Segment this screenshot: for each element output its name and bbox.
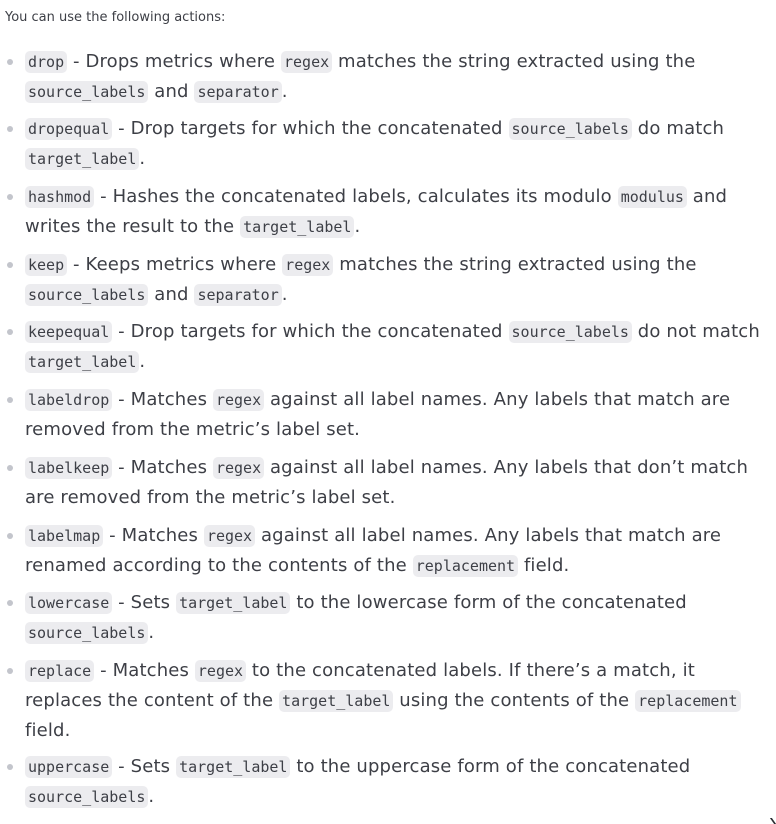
description-text: - Matches <box>112 457 213 478</box>
code-term: lowercase <box>25 592 112 614</box>
description-text: . <box>139 351 146 372</box>
code-term: target_label <box>25 148 139 170</box>
bullet-icon <box>7 329 13 335</box>
bullet-icon <box>7 126 13 132</box>
code-term: regex <box>204 525 255 547</box>
action-item-lowercase <box>25 588 765 648</box>
action-item-drop <box>25 47 765 107</box>
description-text: to the lowercase form of the concatenated <box>290 592 687 613</box>
description-text: matches the string extracted using the <box>333 254 697 275</box>
action-item-labelmap <box>25 521 765 581</box>
description-text: - Drop targets for which the concatenated <box>112 118 509 139</box>
description-text: against all label names. Any labels that match are removed from the metric’s label set. <box>25 389 731 440</box>
description-text: - Sets <box>112 592 177 613</box>
description-text: do match <box>631 118 725 139</box>
action-item-labelkeep <box>25 453 765 512</box>
description-text: field. <box>25 720 71 741</box>
action-item-dropequal <box>25 114 765 174</box>
action-item-labeldrop <box>25 385 765 444</box>
code-term: drop <box>25 51 67 73</box>
description-text: matches the string extracted using the <box>332 51 696 72</box>
description-text: using the contents of the <box>393 690 636 711</box>
code-term: source_labels <box>25 622 148 644</box>
code-term: source_labels <box>25 284 148 306</box>
bullet-icon <box>7 465 13 471</box>
description-text: - Keeps metrics where <box>67 254 283 275</box>
description-text: - Drops metrics where <box>67 51 281 72</box>
description-text: and writes the result to the <box>25 186 728 237</box>
code-term: uppercase <box>25 756 112 778</box>
description-text: - Hashes the concatenated labels, calculates its modulo <box>94 186 618 207</box>
code-term: regex <box>282 254 333 276</box>
description-text: to the uppercase form of the concatenated <box>290 756 691 777</box>
action-item-keep <box>25 250 765 310</box>
code-term: labelmap <box>25 525 103 547</box>
bullet-icon <box>7 194 13 200</box>
code-term: target_label <box>25 351 139 373</box>
code-term: regex <box>281 51 332 73</box>
code-term: labeldrop <box>25 389 112 411</box>
bullet-icon <box>7 533 13 539</box>
code-term: source_labels <box>25 786 148 808</box>
cursor-edge-mark <box>770 818 776 824</box>
code-term: source_labels <box>25 81 148 103</box>
description-text: do not match <box>631 321 760 342</box>
code-term: separator <box>194 284 281 306</box>
code-term: regex <box>213 389 264 411</box>
description-text: . <box>148 622 155 643</box>
action-item-replace <box>25 656 765 745</box>
code-term: target_label <box>279 690 393 712</box>
code-term: hashmod <box>25 186 94 208</box>
code-term: dropequal <box>25 118 112 140</box>
code-term: keepequal <box>25 321 112 343</box>
description-text: - Matches <box>112 389 213 410</box>
bullet-icon <box>7 764 13 770</box>
code-term: source_labels <box>509 118 632 140</box>
code-term: modulus <box>618 186 687 208</box>
description-text: - Matches <box>94 660 195 681</box>
code-term: regex <box>213 457 264 479</box>
code-term: separator <box>194 81 281 103</box>
description-text: . <box>139 148 146 169</box>
code-term: target_label <box>176 756 290 778</box>
bullet-icon <box>7 59 13 65</box>
code-term: replacement <box>413 555 518 577</box>
code-term: replacement <box>635 690 740 712</box>
action-item-hashmod <box>25 182 765 242</box>
description-text: against all label names. Any labels that don’t match are removed from the metric’s label set. <box>25 457 749 508</box>
description-text: against all label names. Any labels that match are renamed according to the contents of the <box>25 525 722 576</box>
action-item-uppercase <box>25 752 765 812</box>
action-item-keepequal <box>25 317 765 377</box>
bullet-icon <box>7 262 13 268</box>
description-text: . <box>281 81 288 102</box>
description-text: and <box>148 81 195 102</box>
description-text: field. <box>518 555 570 576</box>
description-text: to the concatenated labels. If there’s a match, it replaces the content of the <box>25 660 695 711</box>
bullet-icon <box>7 397 13 403</box>
description-text: and <box>148 284 195 305</box>
code-term: labelkeep <box>25 457 112 479</box>
bullet-icon <box>7 668 13 674</box>
code-term: replace <box>25 660 94 682</box>
bullet-icon <box>7 600 13 606</box>
code-term: keep <box>25 254 67 276</box>
code-term: regex <box>195 660 246 682</box>
description-text: - Sets <box>112 756 177 777</box>
code-term: source_labels <box>509 321 632 343</box>
code-term: target_label <box>240 216 354 238</box>
description-text: - Drop targets for which the concatenated <box>112 321 509 342</box>
description-text: . <box>354 216 361 237</box>
description-text: . <box>148 786 155 807</box>
intro-text: You can use the following actions: <box>5 10 226 25</box>
description-text: . <box>281 284 288 305</box>
description-text: - Matches <box>103 525 204 546</box>
code-term: target_label <box>176 592 290 614</box>
